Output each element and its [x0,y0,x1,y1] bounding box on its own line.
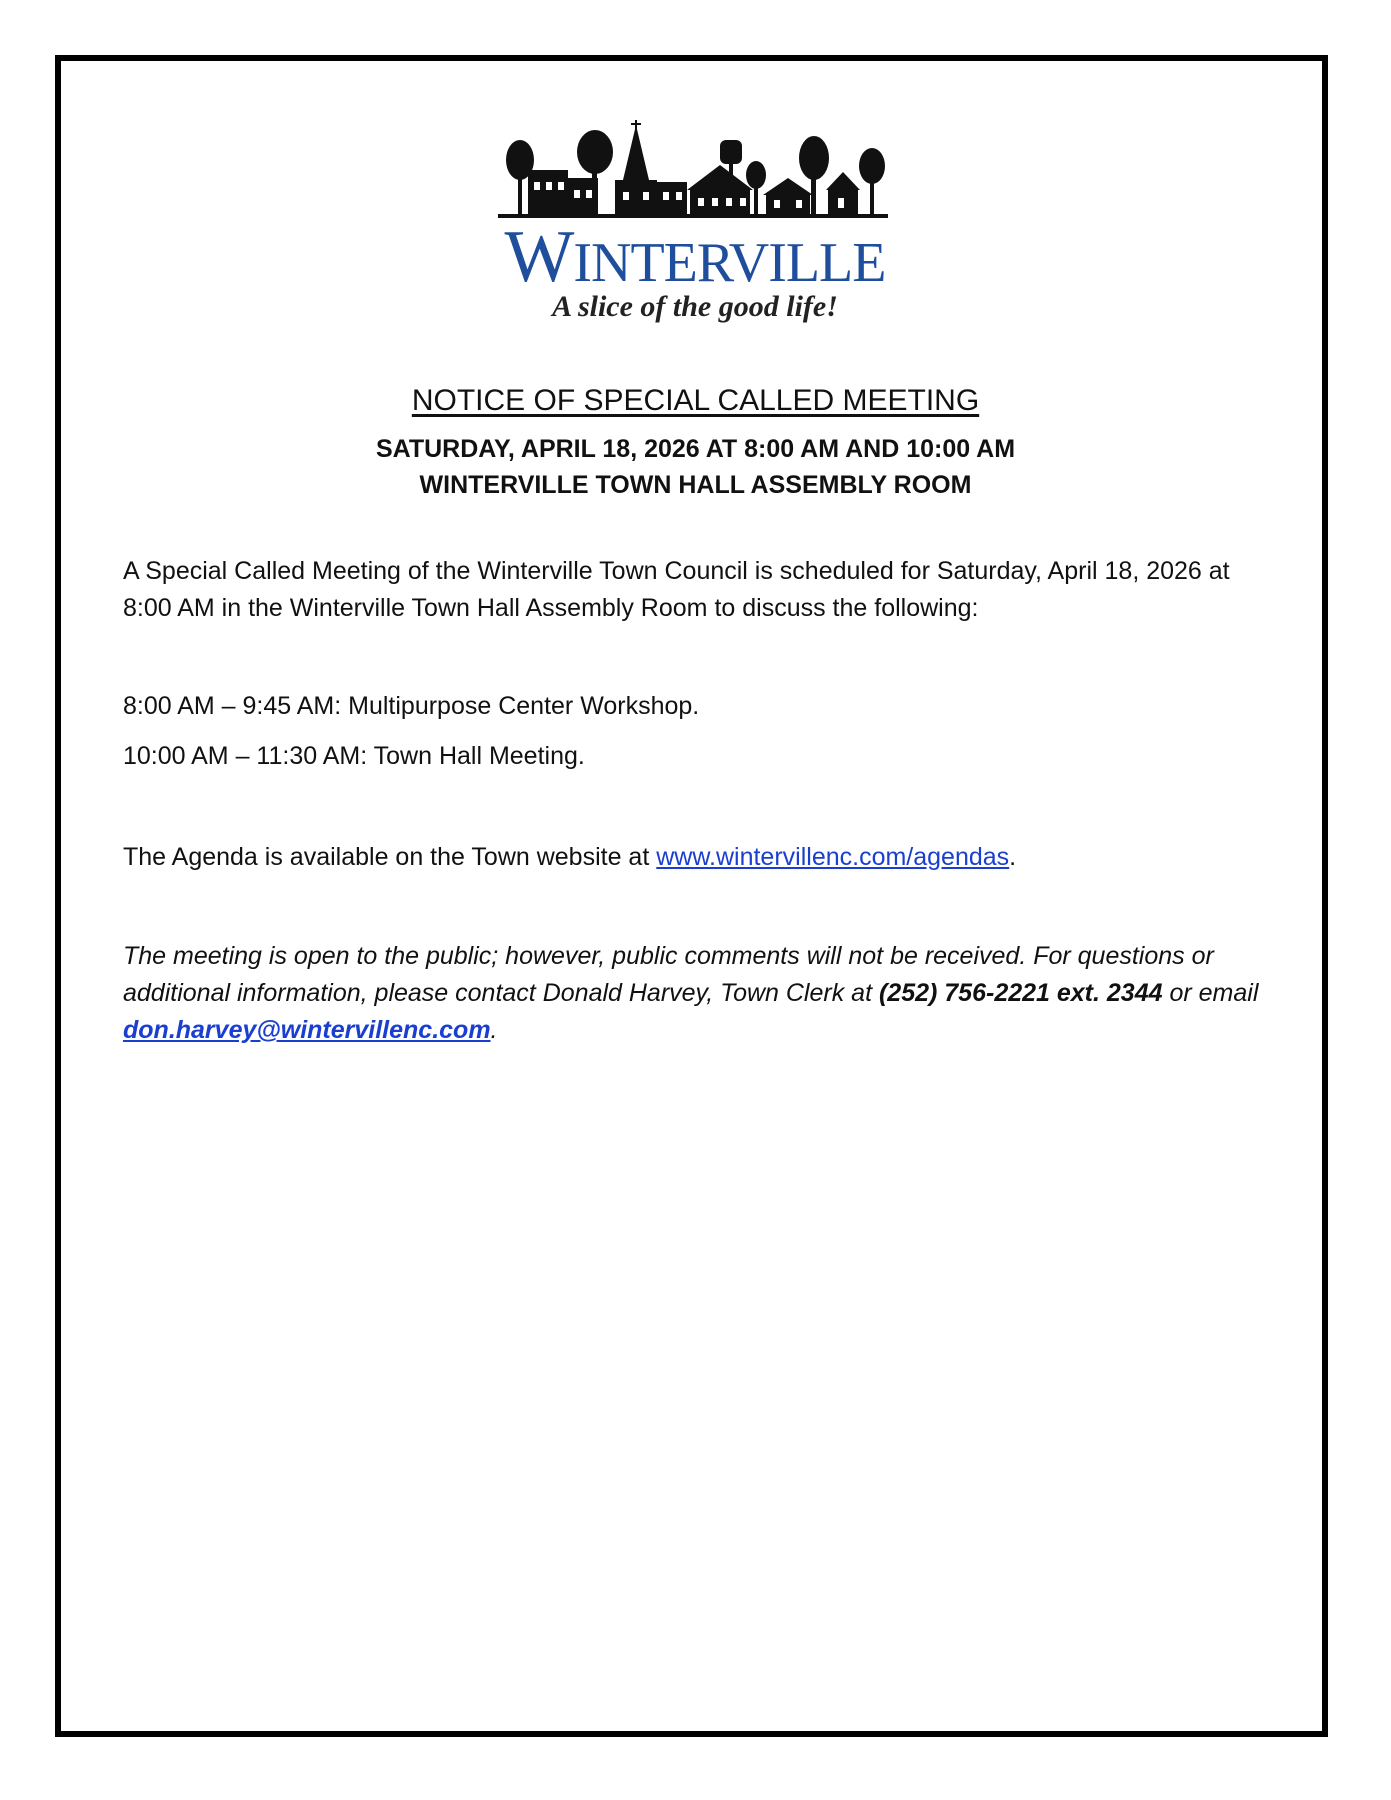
notice-title: NOTICE OF SPECIAL CALLED MEETING [411,384,980,417]
meeting-date-line: SATURDAY, APRIL 18, 2026 AT 8:00 AM AND 10:00 AM [375,435,1016,463]
logo-wordmark-initial: W [504,216,574,298]
agenda-prefix-text: The Agenda is available on the Town website at [123,843,657,871]
agenda-item: 8:00 AM – 9:45 AM: Multipurpose Center Workshop. [123,692,700,720]
public-notice-text: The meeting is open to the public; however, public comments will not be received. For questions or additional information, please contact Donald Harvey, Town Clerk at [123,942,1214,1007]
email-prefix-text: or email [1162,979,1259,1007]
agenda-availability-paragraph [123,839,1263,876]
logo-wordmark-rest: INTERVILLE [573,232,886,294]
town-skyline-icon [498,120,888,220]
logo-wordmark [490,216,900,298]
intro-paragraph: A Special Called Meeting of the Winterville Town Council is scheduled for Saturday, April 18, 2026 at 8:00 AM in the Winterville Town Hall Assembly Room to discuss the following: [123,557,1230,622]
clerk-email-link[interactable]: don.harvey@wintervillenc.com [123,1016,491,1044]
meeting-location-line: WINTERVILLE TOWN HALL ASSEMBLY ROOM [419,471,972,499]
clerk-phone: (252) 756-2221 ext. 2344 [878,979,1163,1007]
public-notice-paragraph [123,938,1263,1049]
agenda-item: 10:00 AM – 11:30 AM: Town Hall Meeting. [123,742,585,770]
winterville-logo [490,120,900,330]
agenda-link[interactable]: www.wintervillenc.com/agendas [656,843,1010,871]
logo-tagline: A slice of the good life! [552,290,838,323]
agenda-suffix-text: . [1009,843,1017,871]
email-suffix-text: . [490,1016,498,1044]
